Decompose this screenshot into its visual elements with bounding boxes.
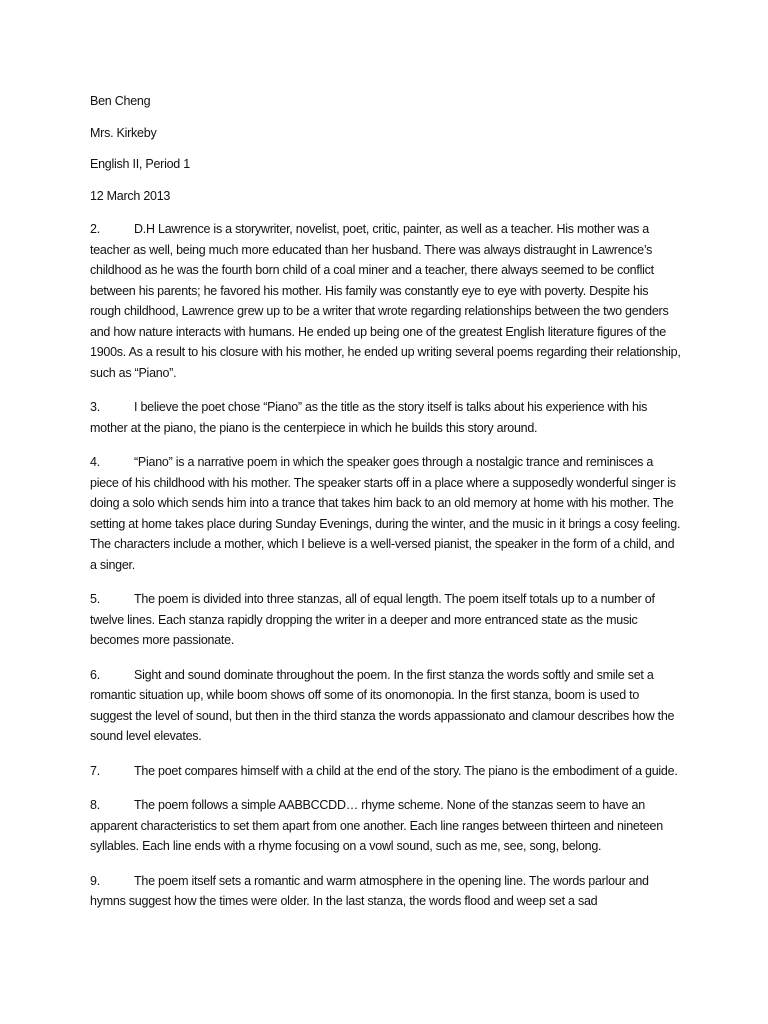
answer-text: The poem itself sets a romantic and warm atmosphere in the opening line. The words parlour and hymns suggest how the times were older. In the last stanza, the words flood and weep set a sad bbox=[90, 873, 649, 908]
answer-paragraph bbox=[90, 452, 682, 575]
answer-number: 9. bbox=[90, 873, 100, 888]
answer-paragraph bbox=[90, 219, 682, 383]
student-name: Ben Cheng bbox=[90, 94, 151, 108]
answer-text: “Piano” is a narrative poem in which the speaker goes through a nostalgic trance and reminisces a piece of his childhood with his mother. The speaker starts off in a place where a supposedly wonderful singer is doing a solo which sends him into a trance that takes him back to an old memory at home with his mother. The setting at home takes place during Sunday Evenings, during the winter, and the music in it brings a cosy feeling. The characters include a mother, which I believe is a well-versed pianist, the speaker in the form of a child, and a singer. bbox=[90, 455, 681, 572]
answer-text: The poem is divided into three stanzas, all of equal length. The poem itself totals up to a number of twelve lines. Each stanza rapidly dropping the writer in a deeper and more entranced state as the music becomes more passionate. bbox=[90, 592, 655, 647]
answer-number: 8. bbox=[90, 798, 100, 812]
answer-paragraph bbox=[90, 665, 682, 747]
answer-number: 6. bbox=[90, 667, 100, 682]
answer-paragraph bbox=[90, 761, 682, 782]
answer-text: D.H Lawrence is a storywriter, novelist, poet, critic, painter, as well as a teacher. His mother was a teacher as well, being much more educated than her husband. There was always distraught in Lawrence’s childhood as he was the fourth born child of a coal miner and a teacher, there always seemed to be conflict between his parents; he favored his mother. His family was constantly eye to eye with poverty. Despite his rough childhood, Lawrence grew up to be a writer that wrote regarding relationships between the two genders and how nature interacts with humans. He ended up being one of the greatest English literature figures of the 1900s. As a result to his closure with his mother, he ended up writing several poems regarding their relationship, such as “Piano”. bbox=[90, 222, 681, 380]
document-body bbox=[90, 93, 682, 926]
teacher-name: Mrs. Kirkeby bbox=[90, 125, 157, 140]
answer-number: 7. bbox=[90, 763, 100, 778]
answer-text: The poet compares himself with a child at the end of the story. The piano is the embodiment of a guide. bbox=[134, 763, 678, 778]
answer-number: 5. bbox=[90, 592, 100, 606]
answer-number: 4. bbox=[90, 455, 100, 469]
answer-paragraph bbox=[90, 871, 682, 912]
answer-text: Sight and sound dominate throughout the poem. In the first stanza the words softly and smile set a romantic situation up, while boom shows off some of its onomonopia. In the first stanza, boom is used to suggest the level of sound, but then in the third stanza the words appassionato and clamour describes how the sound level elevates. bbox=[90, 667, 675, 743]
essay-date: 12 March 2013 bbox=[90, 188, 171, 203]
course-period: English II, Period 1 bbox=[90, 157, 190, 171]
answer-paragraph bbox=[90, 397, 682, 438]
answer-number: 2. bbox=[90, 222, 100, 236]
answer-text: I believe the poet chose “Piano” as the title as the story itself is talks about his experience with his mother at the piano, the piano is the centerpiece in which he builds this story around. bbox=[90, 400, 648, 435]
answer-paragraph bbox=[90, 795, 682, 857]
answer-number: 3. bbox=[90, 400, 100, 414]
answer-paragraph bbox=[90, 589, 682, 651]
answer-text: The poem follows a simple AABBCCDD… rhyme scheme. None of the stanzas seem to have an apparent characteristics to set them apart from one another. Each line ranges between thirteen and nineteen syllables. Each line ends with a rhyme focusing on a vowl sound, such as me, see, song, belong. bbox=[90, 798, 663, 853]
